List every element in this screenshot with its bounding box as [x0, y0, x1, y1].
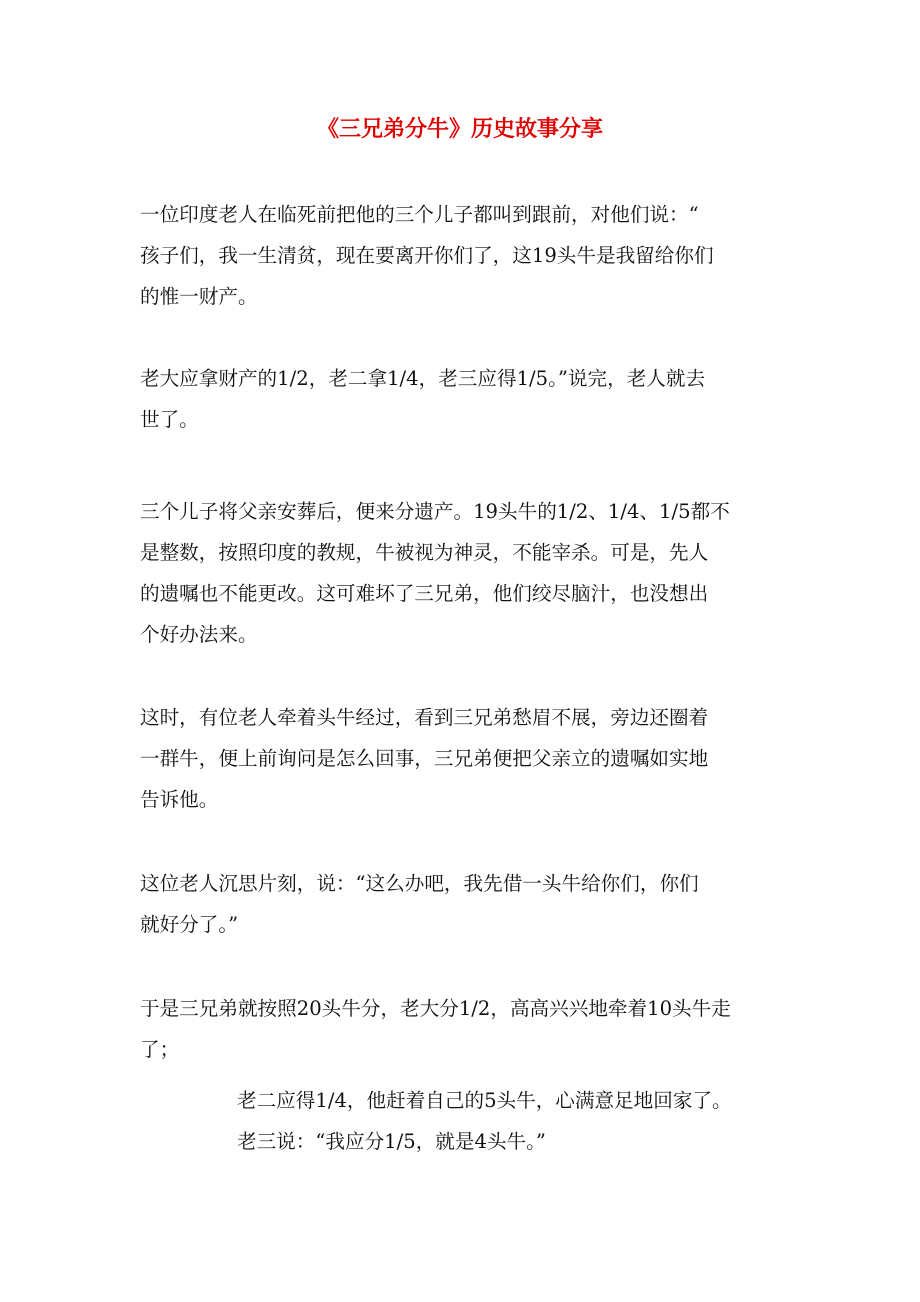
document-title: 《三兄弟分牛》历史故事分享 [316, 117, 603, 142]
text-line: 世了。 [140, 408, 199, 431]
text-line: 个好办法来。 [140, 623, 258, 646]
text-line: 是整数，按照印度的教规，牛被视为神灵，不能宰杀。可是，先人 [140, 541, 709, 564]
text-line: 的惟一财产。 [140, 285, 258, 308]
text-line: 就好分了。” [140, 913, 239, 936]
text-line: 孩子们，我一生清贫，现在要离开你们了，这19头牛是我留给你们 [140, 244, 714, 267]
text-line: 老大应拿财产的1/2，老二拿1/4，老三应得1/5。”说完，老人就去 [140, 367, 706, 390]
text-line: 三个儿子将父亲安葬后，便来分遗产。19头牛的1/2、1/4、1/5都不 [140, 500, 730, 523]
text-line: 的遗嘱也不能更改。这可难坏了三兄弟，他们绞尽脑汁，也没想出 [140, 582, 709, 605]
text-line: 这位老人沉思片刻，说：“这么办吧，我先借一头牛给你们，你们 [140, 872, 699, 895]
text-line: 这时，有位老人牵着头牛经过，看到三兄弟愁眉不展，旁边还圈着 [140, 706, 709, 729]
text-line: 老三说：“我应分1/5，就是4头牛。” [237, 1130, 546, 1153]
text-line: 了； [140, 1038, 180, 1061]
text-line: 一位印度老人在临死前把他的三个儿子都叫到跟前，对他们说：“ [140, 203, 699, 226]
text-line: 老二应得1/4，他赶着自己的5头牛，心满意足地回家了。 [237, 1089, 732, 1112]
text-line: 一群牛，便上前询问是怎么回事，三兄弟便把父亲立的遗嘱如实地 [140, 747, 709, 770]
text-line: 告诉他。 [140, 788, 219, 811]
text-line: 于是三兄弟就按照20头牛分，老大分1/2，高高兴兴地牵着10头牛走 [140, 997, 731, 1020]
